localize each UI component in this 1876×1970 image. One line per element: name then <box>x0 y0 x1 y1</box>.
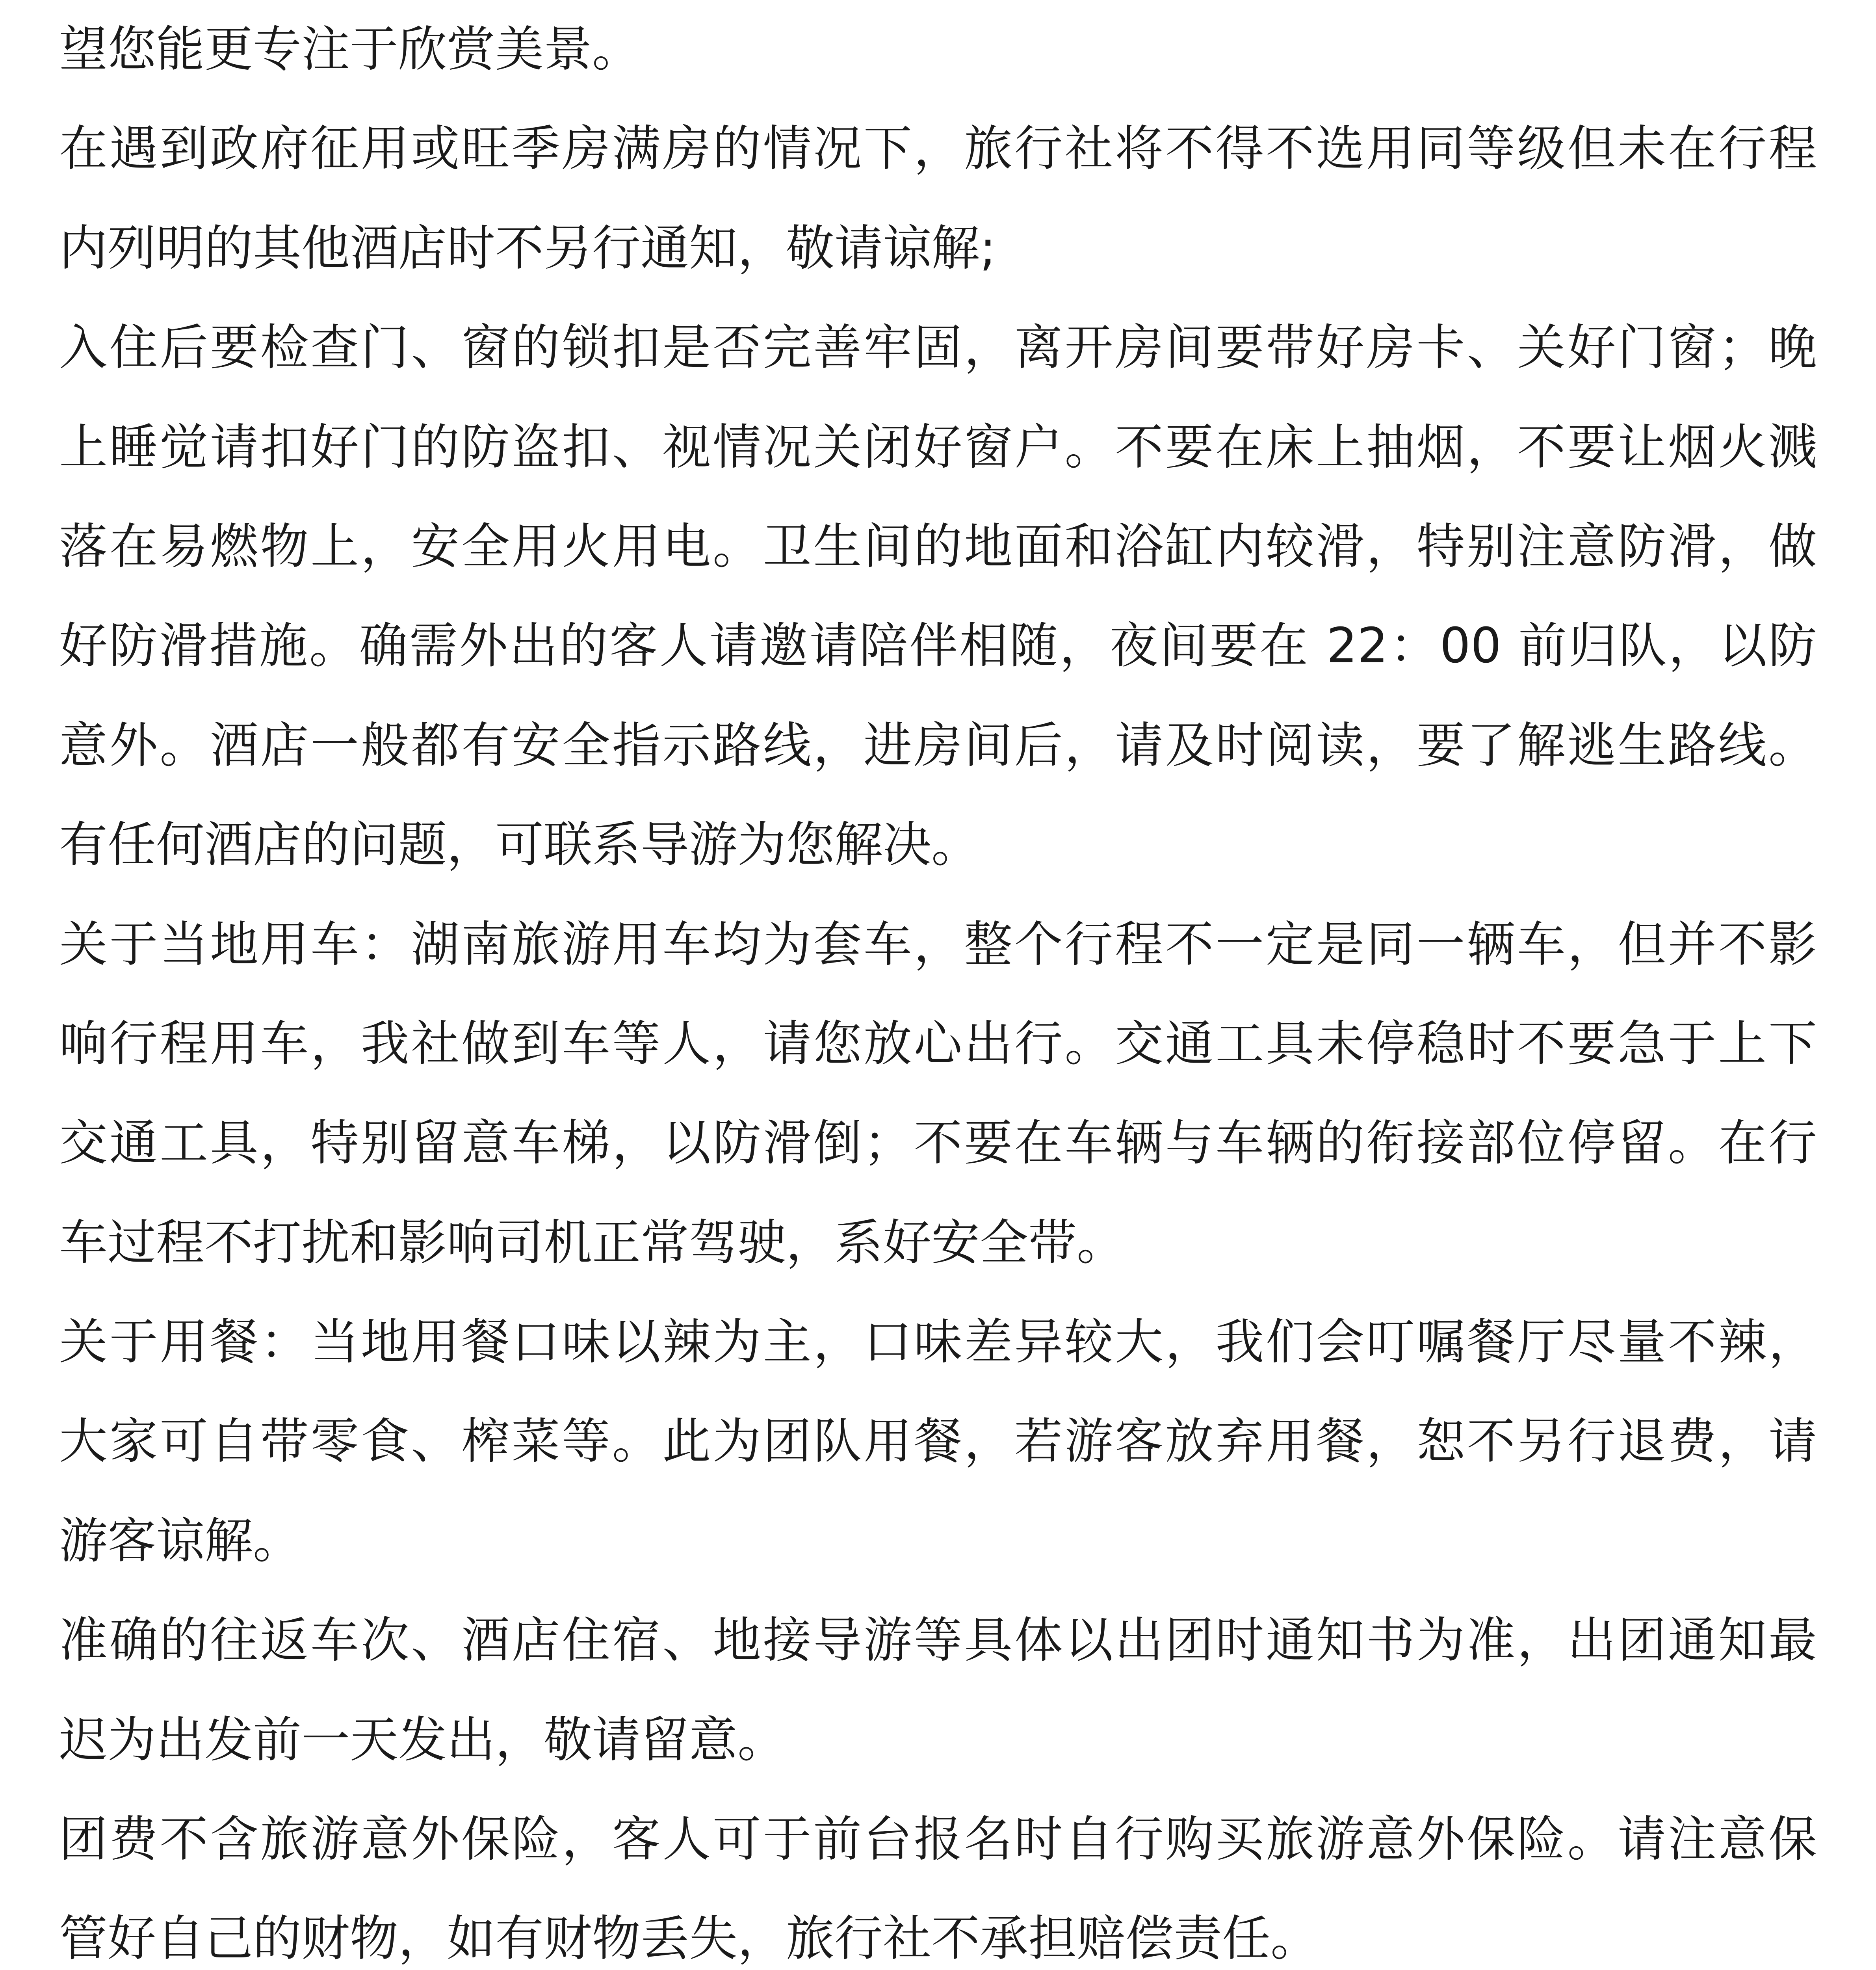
paragraph-line: 有任何酒店的问题，可联系导游为您解决。 <box>59 817 980 873</box>
paragraph-line: 在遇到政府征用或旺季房满房的情况下，旅行社将不得不选用同等级但未在行程 <box>59 121 1817 177</box>
paragraph-departure-notice <box>59 1591 1817 1790</box>
paragraph-line: 关于用餐：当地用餐口味以辣为主，口味差异较大，我们会叮嘱餐厅尽量不辣， <box>59 1314 1817 1371</box>
paragraph-line: 响行程用车，我社做到车等人，请您放心出行。交通工具未停稳时不要急于上下 <box>59 1015 1817 1072</box>
paragraph-line: 关于当地用车：湖南旅游用车均为套车，整个行程不一定是同一辆车，但并不影 <box>59 916 1817 973</box>
paragraph-line: 交通工具，特别留意车梯，以防滑倒；不要在车辆与车辆的衔接部位停留。在行 <box>59 1115 1817 1172</box>
paragraph-line: 管好自己的财物，如有财物丢失，旅行社不承担赔偿责任。 <box>59 1911 1319 1967</box>
paragraph-line: 准确的往返车次、酒店住宿、地接导游等具体以出团时通知书为准，出团通知最 <box>59 1612 1817 1669</box>
paragraph-line: 迟为出发前一天发出，敬请留意。 <box>59 1712 786 1768</box>
paragraph-line: 望您能更专注于欣赏美景。 <box>59 21 641 78</box>
paragraph-line: 大家可自带零食、榨菜等。此为团队用餐，若游客放弃用餐，恕不另行退费，请 <box>59 1413 1817 1470</box>
paragraph-line: 内列明的其他酒店时不另行通知，敬请谅解; <box>59 220 996 277</box>
paragraph-line: 入住后要检查门、窗的锁扣是否完善牢固，离开房间要带好房卡、关好门窗；晚 <box>59 320 1817 376</box>
paragraph-line: 游客谅解。 <box>59 1513 301 1569</box>
paragraph-hotel-safety <box>59 298 1817 895</box>
paragraph-scenery <box>59 0 1817 99</box>
paragraph-meals <box>59 1293 1817 1591</box>
paragraph-line: 上睡觉请扣好门的防盗扣、视情况关闭好窗户。不要在床上抽烟，不要让烟火溅 <box>59 419 1817 476</box>
paragraph-line: 意外。酒店一般都有安全指示路线，进房间后，请及时阅读，要了解逃生路线。 <box>59 717 1817 774</box>
paragraph-line: 车过程不打扰和影响司机正常驾驶，系好安全带。 <box>59 1214 1125 1271</box>
paragraph-local-vehicles <box>59 895 1817 1293</box>
paragraph-line: 好防滑措施。确需外出的客人请邀请陪伴相随，夜间要在 22：00 前归队，以防 <box>59 618 1817 675</box>
paragraph-hotel-substitution <box>59 99 1817 298</box>
paragraph-insurance <box>59 1790 1817 1970</box>
paragraph-line: 落在易燃物上，安全用火用电。卫生间的地面和浴缸内较滑，特别注意防滑，做 <box>59 518 1817 575</box>
document-page <box>59 0 1817 1970</box>
paragraph-line: 团费不含旅游意外保险，客人可于前台报名时自行购买旅游意外保险。请注意保 <box>59 1811 1817 1868</box>
